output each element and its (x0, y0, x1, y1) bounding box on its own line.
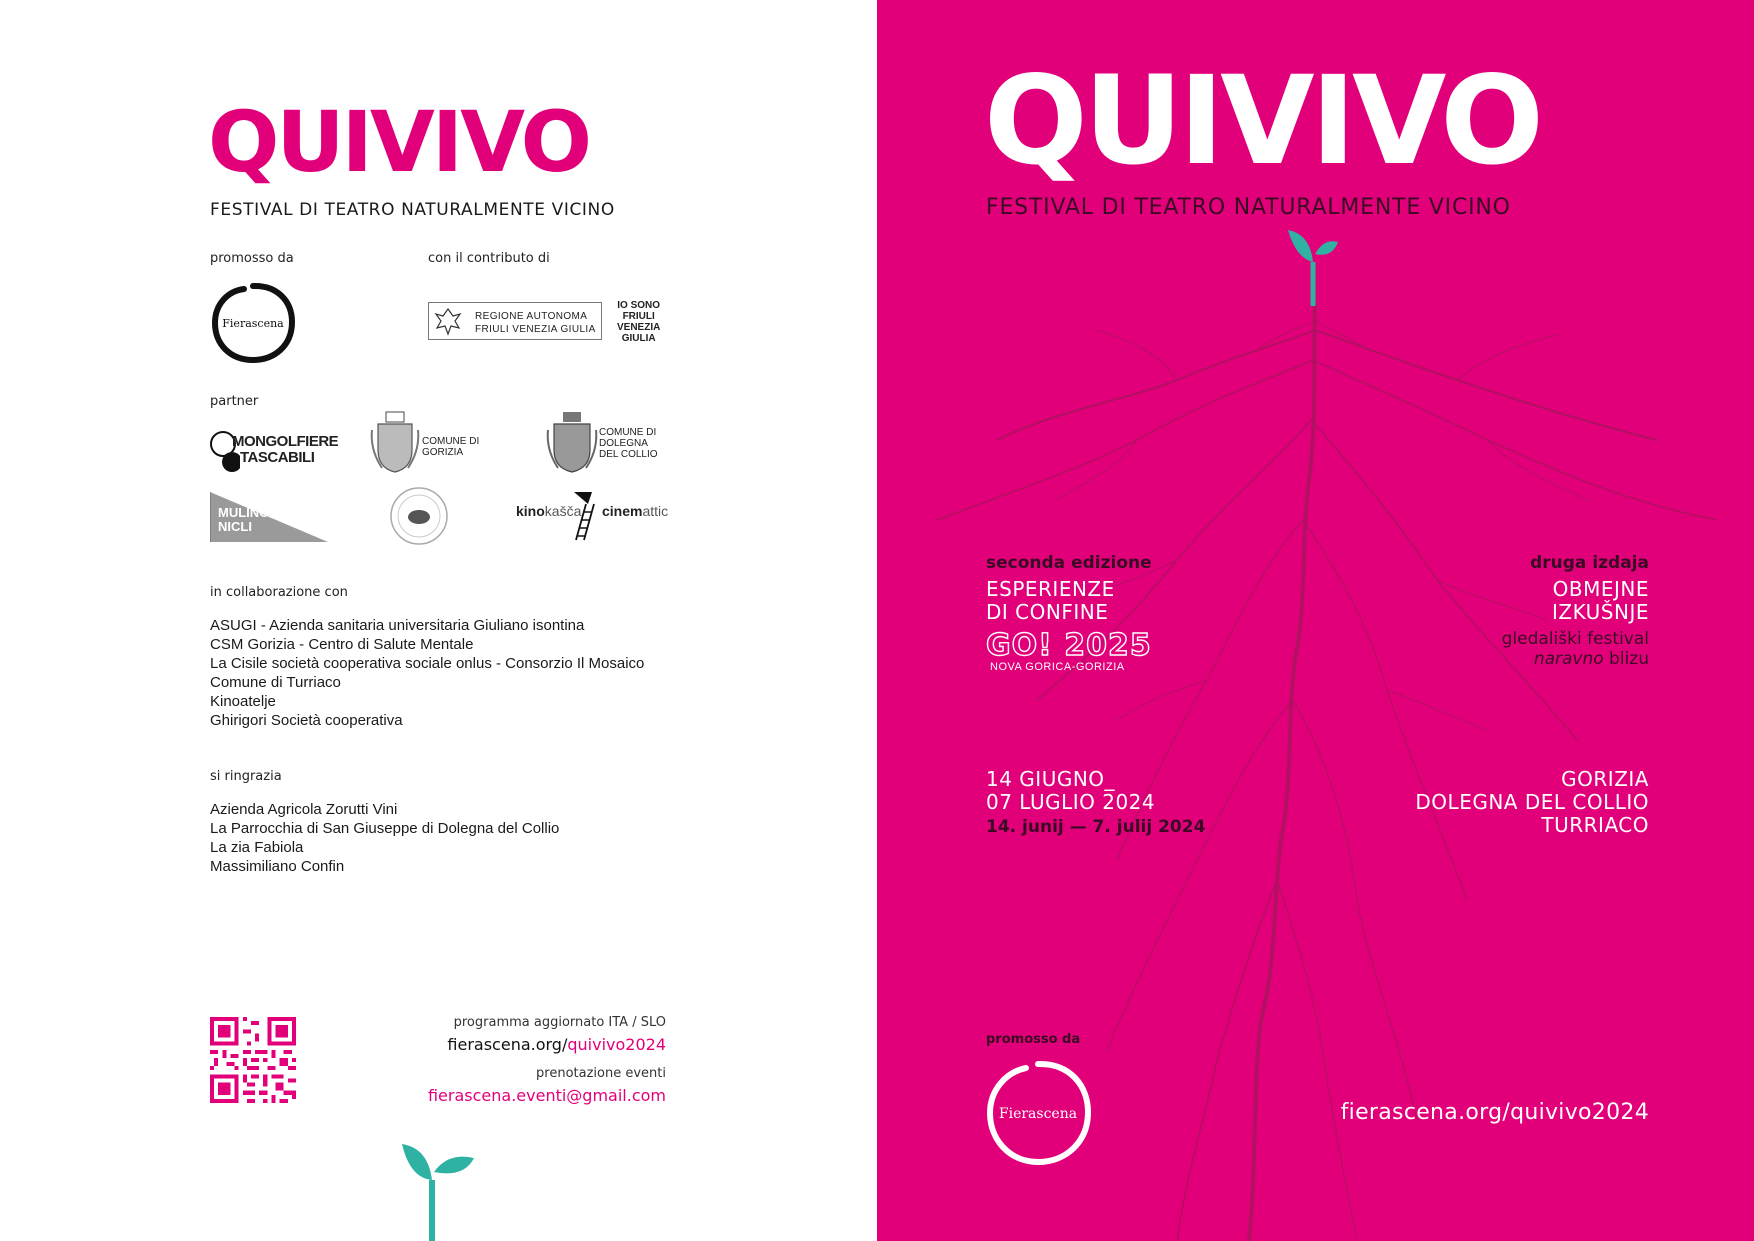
theme-sl-line2: IZKUŠNJE (1551, 600, 1649, 624)
qr-code[interactable] (210, 1017, 296, 1103)
program-link[interactable] (428, 1035, 666, 1054)
fierascena-logo-white (982, 1058, 1094, 1168)
fvg-line2: FRIULI (622, 311, 655, 322)
festival-sl-line1: gledališki festival (1501, 629, 1649, 649)
attic-text: attic (642, 503, 669, 519)
io-sono-fvg-logo (617, 300, 660, 344)
eagle-icon (433, 306, 463, 336)
gorizia-crest-icon (370, 410, 420, 476)
list-item: La zia Fabiola (210, 839, 304, 856)
mulino-nicli-logo (210, 492, 328, 542)
places-list (1415, 768, 1649, 837)
fierascena-logo-text: Fierascena (222, 317, 284, 330)
program-link-path: quivivo2024 (567, 1035, 666, 1054)
fvg-line3: VENEZIA (617, 322, 661, 333)
festival-subtitle-large: FESTIVAL DI TEATRO NATURALMENTE VICINO (986, 195, 1511, 220)
fierascena-logo (208, 280, 298, 366)
sprout-icon (398, 1140, 478, 1241)
comune-dolegna-logo (546, 410, 676, 476)
theme-sl (1552, 578, 1649, 624)
list-item: La Parrocchia di San Giuseppe di Dolegna del Collio (210, 820, 560, 837)
theme-sl-line1: OBMEJNE (1552, 577, 1649, 601)
dolegna-crest-icon (546, 410, 598, 476)
list-item: CSM Gorizia - Centro di Salute Mentale (210, 636, 474, 653)
mongolfiere-line2: TASCABILI (240, 449, 315, 466)
gorizia-line2: GORIZIA (422, 447, 464, 458)
festival-subtitle: FESTIVAL DI TEATRO NATURALMENTE VICINO (210, 200, 615, 220)
program-label: programma aggiornato ITA / SLO (453, 1015, 666, 1030)
place-gorizia: GORIZIA (1561, 767, 1649, 791)
booking-email-link[interactable]: fierascena.eventi@gmail.com (427, 1086, 666, 1105)
partner-label: partner (210, 394, 259, 409)
program-link-domain: fierascena.org/ (447, 1035, 568, 1054)
regione-line1: REGIONE AUTONOMA (475, 311, 588, 322)
regione-fvg-logo (428, 302, 602, 340)
regione-line2: FRIULI VENEZIA GIULIA (475, 324, 596, 335)
dolegna-line1: COMUNE DI (599, 427, 657, 438)
dolegna-line2: DOLEGNA (599, 438, 648, 449)
list-item: Azienda Agricola Zorutti Vini (210, 801, 398, 818)
ladder-icon (572, 490, 598, 542)
fvg-line4: GIULIA (621, 333, 656, 344)
list-item: Kinoatelje (210, 693, 276, 710)
contact-block (428, 1015, 666, 1105)
go2025-subtitle: NOVA GORICA-GORIZIA (990, 661, 1125, 673)
list-item: Ghirigori Società cooperativa (210, 712, 403, 729)
thanks-label: si ringrazia (210, 769, 282, 784)
contribution-label: con il contributo di (428, 251, 550, 266)
sprout-icon (1280, 224, 1340, 306)
collaborators-list (210, 616, 644, 730)
festival-sl (1502, 629, 1649, 669)
quivivo-logo: QUIVIVO (208, 93, 590, 191)
gorizia-line1: COMUNE DI (422, 436, 480, 447)
collaboration-label: in collaborazione con (210, 585, 348, 600)
kinokasca-cinemattic-logo (516, 490, 676, 542)
quivivo-logo-large: QUIVIVO (984, 50, 1540, 192)
festival-sl-line2 (1502, 649, 1649, 669)
fvg-line1: IO SONO (617, 300, 661, 311)
go2025-logo: GO! 2025 (986, 628, 1152, 663)
mongolfiere-line1: MONGOLFIERE (232, 433, 339, 450)
mongolfiere-tascabili-logo (210, 428, 339, 474)
theme-it-line1: ESPERIENZE (986, 577, 1115, 601)
edition-it: seconda edizione (986, 553, 1152, 573)
booking-label: prenotazione eventi (536, 1066, 666, 1081)
kasca-text: kašča (544, 503, 582, 519)
promoted-by-label: promosso da (210, 251, 294, 266)
theme-it (986, 578, 1115, 624)
festival-sl-naravno: naravno (1533, 649, 1604, 669)
dates-sl: 14. junij — 7. julij 2024 (986, 817, 1206, 837)
place-dolegna: DOLEGNA DEL COLLIO (1415, 790, 1649, 814)
cinem-text: cinem (602, 503, 643, 519)
fierascena-logo-white-text: Fierascena (998, 1106, 1078, 1122)
mulino-line2: NICLI (218, 519, 252, 534)
dates-it-line2: 07 LUGLIO 2024 (986, 790, 1156, 814)
round-stamp-logo (388, 486, 450, 546)
kino-text: kino (516, 503, 545, 519)
theme-it-line2: DI CONFINE (986, 600, 1109, 624)
comune-gorizia-logo (370, 410, 490, 476)
promoted-by-label-front: promosso da (986, 1032, 1081, 1047)
list-item: ASUGI - Azienda sanitaria universitaria Giuliano isontina (210, 617, 585, 634)
list-item: Massimiliano Confin (210, 858, 345, 875)
festival-sl-blizu: blizu (1603, 649, 1649, 669)
edition-sl: druga izdaja (1530, 553, 1649, 573)
thanks-list (210, 800, 559, 876)
list-item: Comune di Turriaco (210, 674, 341, 691)
list-item: La Cisile società cooperativa sociale onlus - Consorzio Il Mosaico (210, 655, 645, 672)
dates-it-line1: 14 GIUGNO_ (986, 767, 1116, 791)
place-turriaco: TURRIACO (1541, 813, 1649, 837)
festival-url-link[interactable]: fierascena.org/quivivo2024 (1340, 1100, 1649, 1125)
dolegna-line3: DEL COLLIO (599, 449, 658, 460)
mulino-line1: MULINO (218, 505, 270, 520)
dates-it (986, 768, 1155, 814)
